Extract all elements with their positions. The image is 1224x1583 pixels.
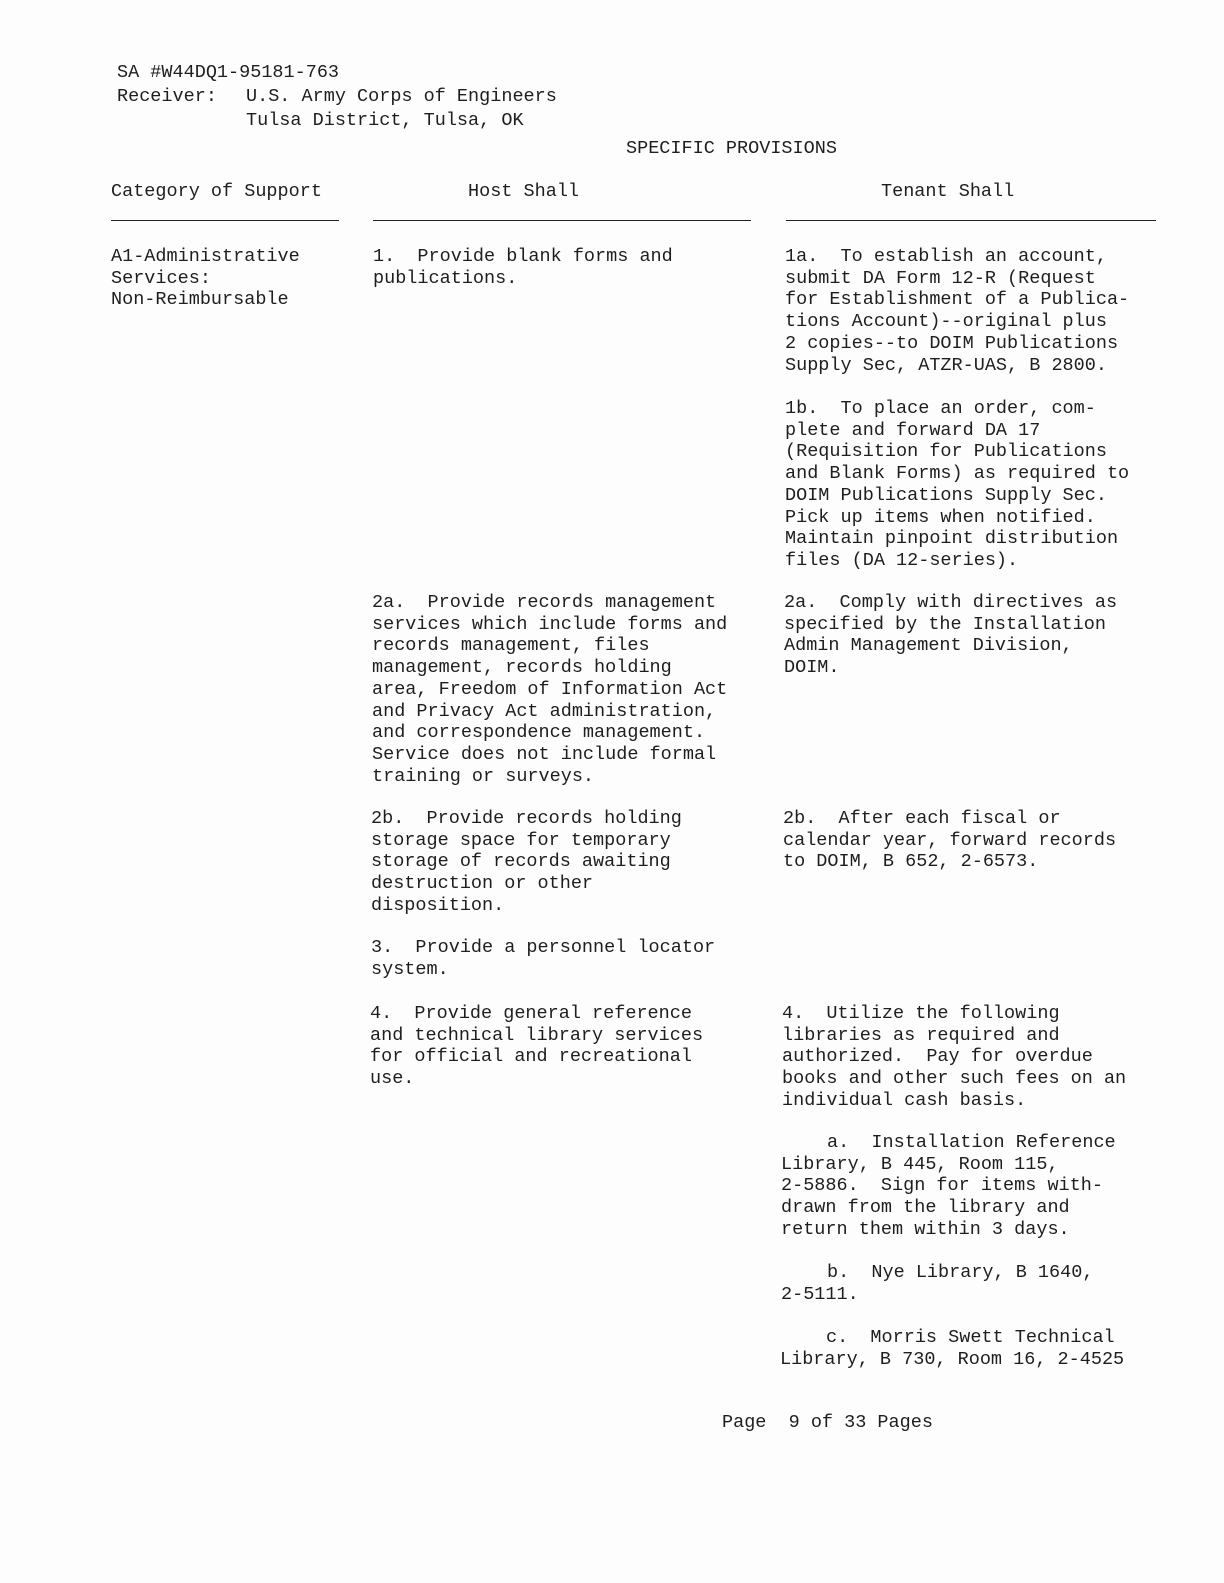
receiver-name: U.S. Army Corps of Engineers [246, 86, 557, 107]
section-title: SPECIFIC PROVISIONS [626, 138, 837, 159]
tenant-item-2a: 2a. Comply with directives as specified by the Installation Admin Management Division, DOIM. [784, 592, 1118, 679]
tenant-item-4c: c. Morris Swett Technical Library, B 730, Room 16, 2-4525 [780, 1327, 1125, 1370]
receiver-location: Tulsa District, Tulsa, OK [246, 110, 524, 131]
tenant-item-2b: 2b. After each fiscal or calendar year, forward records to DOIM, B 652, 2-6573. [783, 808, 1117, 873]
tenant-item-1a: 1a. To establish an account, submit DA Form 12-R (Request for Establishment of a Publica- tions Account)--original plus 2 copies--to DOIM Publications Supply Sec, ATZR-UAS, B 2800. [785, 246, 1130, 376]
host-item-4: 4. Provide general reference and technical library services for official and recreational use. [370, 1003, 704, 1090]
host-header-rule [373, 220, 751, 221]
host-item-2b: 2b. Provide records holding storage space for temporary storage of records awaiting destruction or other disposition. [371, 808, 682, 916]
page-number: Page 9 of 33 Pages [722, 1412, 933, 1433]
tenant-header-rule [786, 220, 1156, 221]
receiver-label: Receiver: [117, 86, 217, 107]
category-of-support: A1-Administrative Services: Non-Reimbursable [111, 246, 300, 311]
category-header-rule [111, 220, 339, 221]
host-item-3: 3. Provide a personnel locator system. [371, 937, 716, 980]
host-item-2a: 2a. Provide records management services which include forms and records management, files management, records holding area, Freedom of Information Act and Privacy Act administration, and correspondence management. Service does not include formal training or surveys. [372, 592, 728, 787]
column-header-tenant: Tenant Shall [881, 181, 1015, 202]
tenant-item-4a: a. Installation Reference Library, B 445, Room 115, 2-5886. Sign for items with- drawn from the library and return them within 3 days. [781, 1132, 1116, 1240]
tenant-item-4b: b. Nye Library, B 1640, 2-5111. [781, 1262, 1094, 1305]
host-item-1: 1. Provide blank forms and publications. [373, 246, 673, 289]
agreement-number: SA #W44DQ1-95181-763 [117, 62, 340, 83]
tenant-item-1b: 1b. To place an order, com- plete and forward DA 17 (Requisition for Publications and Blank Forms) as required to DOIM Publications Supply Sec. Pick up items when notified. Maintain pinpoint distribution files (DA 12-series). [785, 398, 1130, 571]
tenant-item-4: 4. Utilize the following libraries as required and authorized. Pay for overdue books and other such fees on an individual cash basis. [782, 1003, 1127, 1111]
column-header-host: Host Shall [468, 181, 580, 202]
column-header-category: Category of Support [111, 181, 322, 202]
